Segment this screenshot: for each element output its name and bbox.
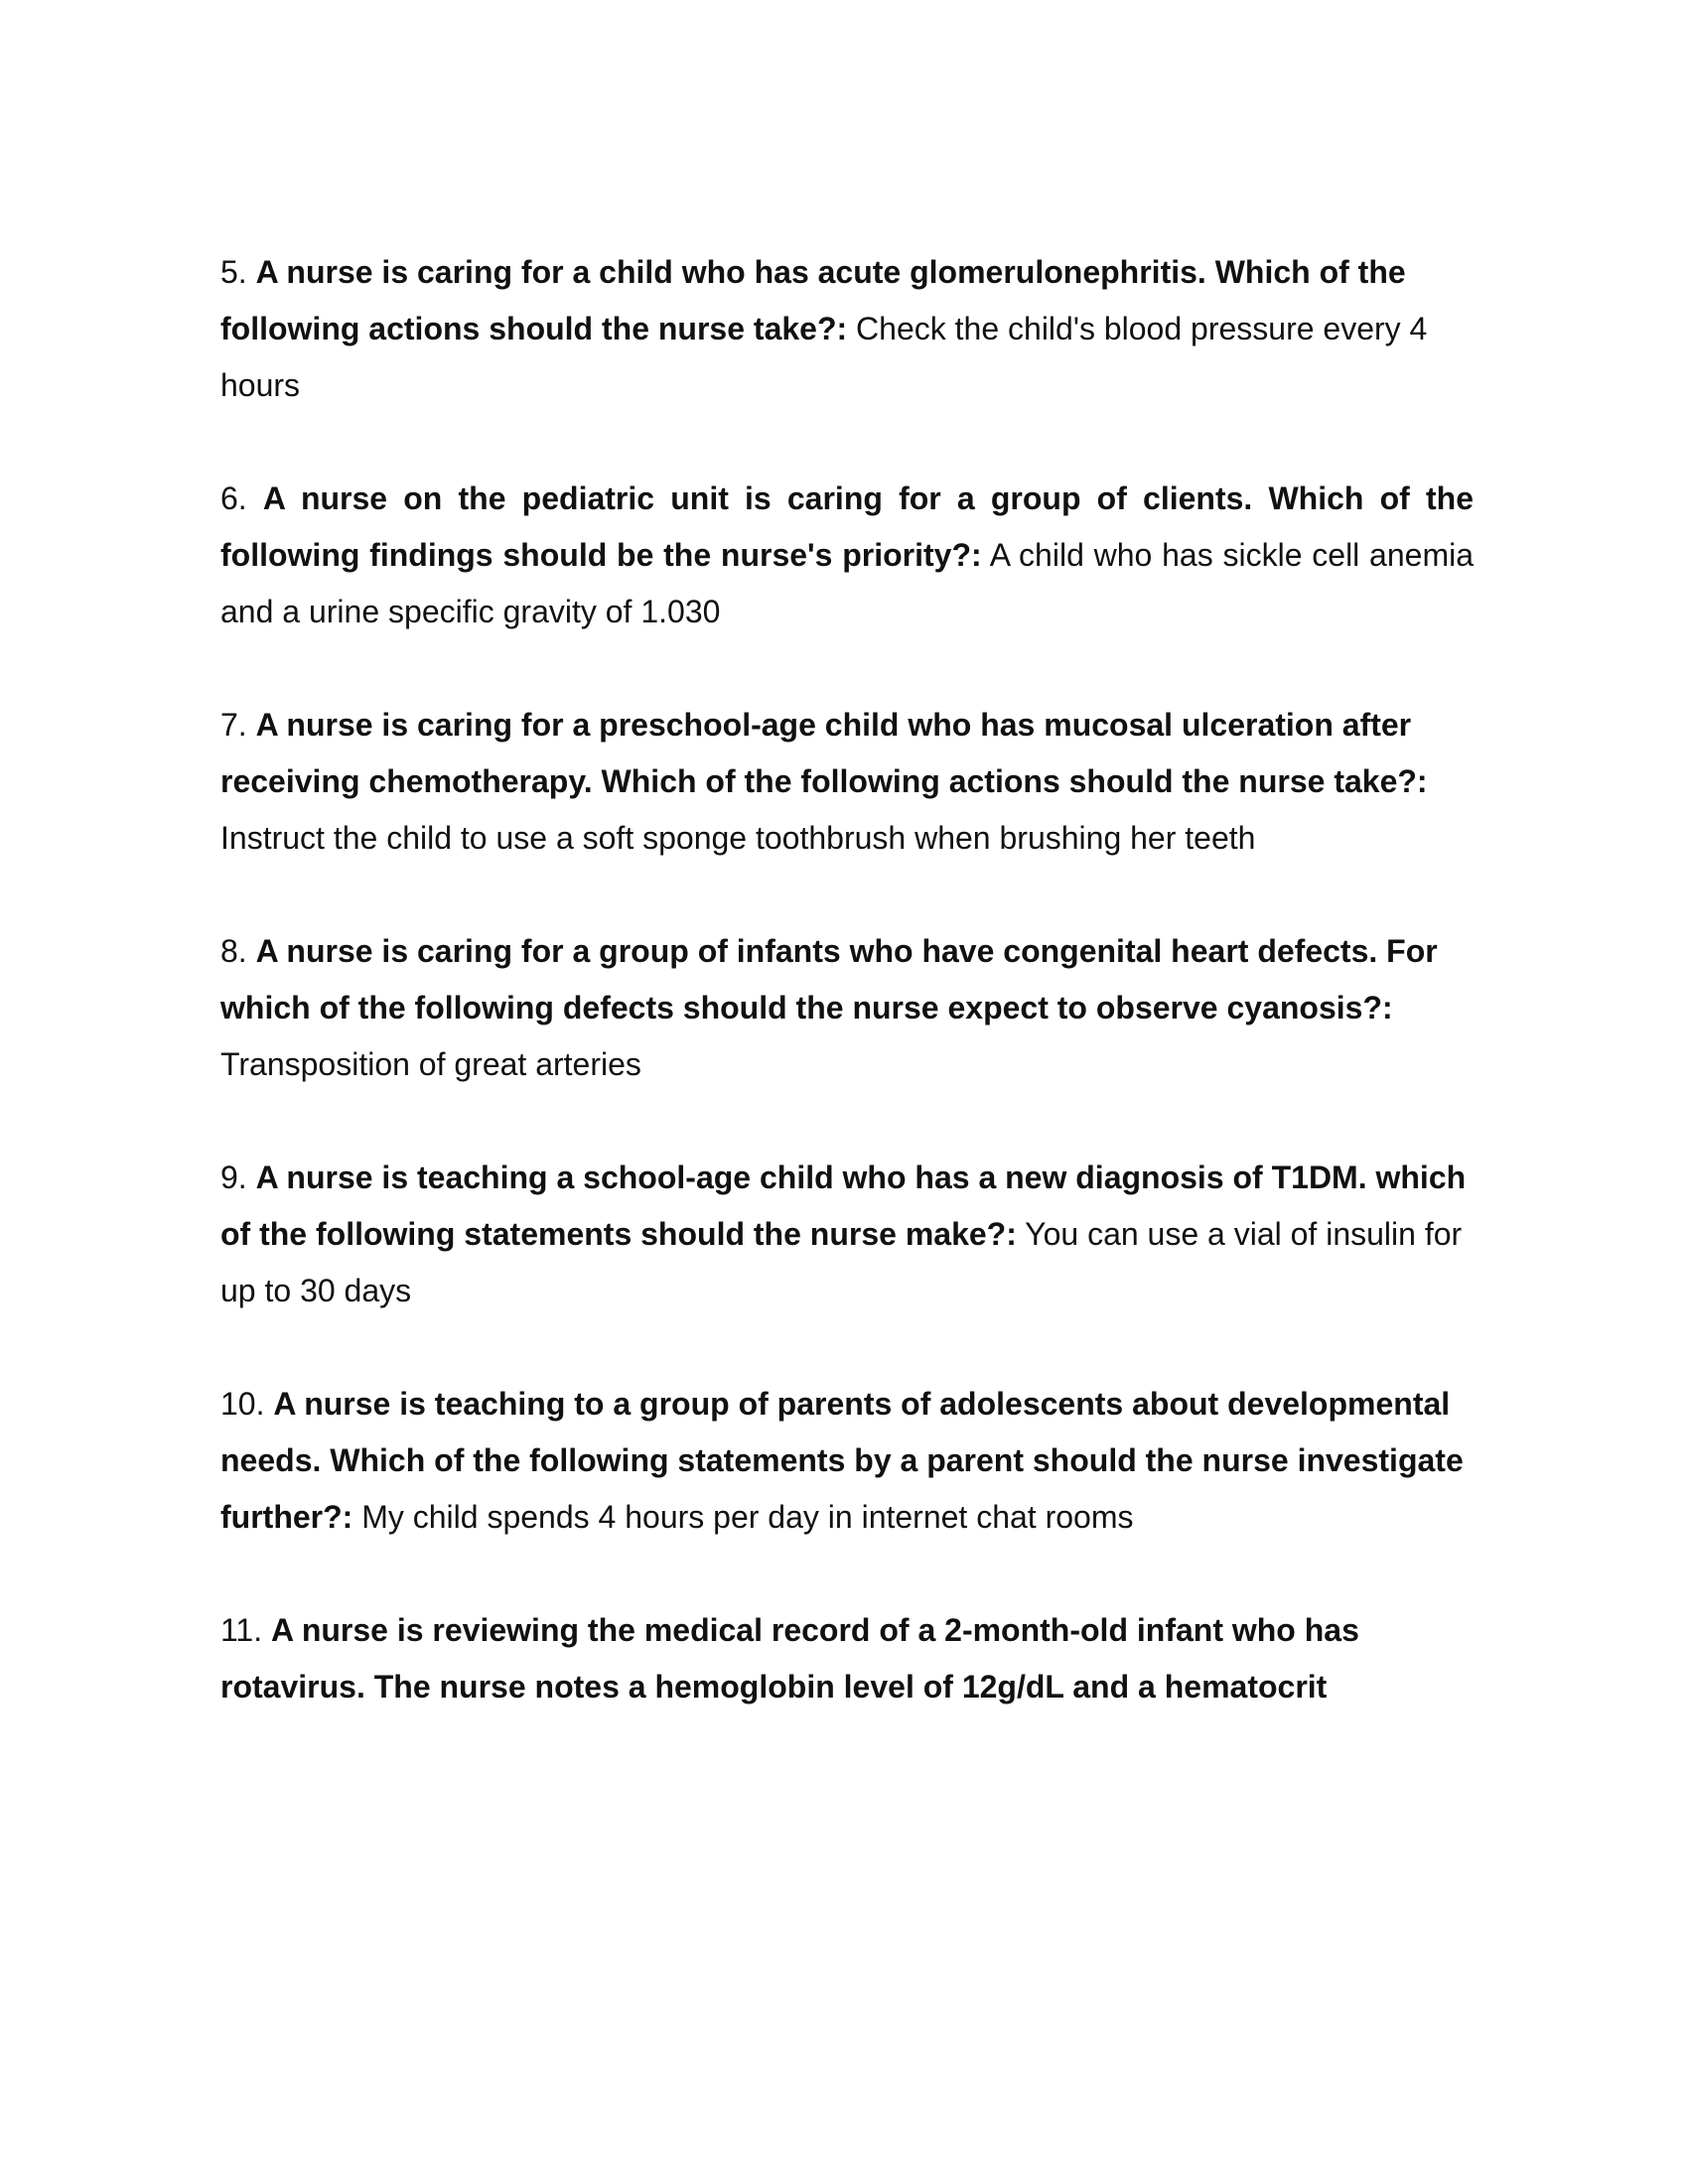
question-text: A nurse is caring for a child who has acute glomerulonephritis. Which of the following actions should the nurse take?: bbox=[220, 254, 1406, 346]
question-number: 6. bbox=[220, 480, 263, 516]
question-number: 8. bbox=[220, 933, 256, 969]
answer-text: Check the child's blood pressure every 4 hours bbox=[220, 311, 1428, 403]
answer-text: My child spends 4 hours per day in internet chat rooms bbox=[352, 1499, 1134, 1535]
question-number: 10. bbox=[220, 1386, 274, 1422]
question-item-6 bbox=[220, 471, 1474, 640]
question-number: 5. bbox=[220, 254, 256, 290]
answer-text: Instruct the child to use a soft sponge toothbrush when brushing her teeth bbox=[220, 820, 1256, 856]
question-text: A nurse is teaching a school-age child who has a new diagnosis of T1DM. which of the following statements should the nurse make?: bbox=[220, 1160, 1467, 1252]
question-text: A nurse is reviewing the medical record of a 2-month-old infant who has rotavirus. The nurse notes a hemoglobin level of 12g/dL and a hematocrit bbox=[220, 1612, 1359, 1705]
question-number: 9. bbox=[220, 1160, 256, 1195]
question-text: A nurse is caring for a preschool-age child who has mucosal ulceration after receiving chemotherapy. Which of the following actions should the nurse take?: bbox=[220, 707, 1428, 799]
question-item-10 bbox=[220, 1376, 1474, 1546]
answer-text: Transposition of great arteries bbox=[220, 1046, 641, 1082]
question-item-8 bbox=[220, 923, 1474, 1093]
question-item-11 bbox=[220, 1602, 1474, 1715]
question-item-5 bbox=[220, 244, 1474, 414]
answer-text: A child who has sickle cell anemia and a urine specific gravity of 1.030 bbox=[220, 537, 1475, 629]
question-number: 7. bbox=[220, 707, 256, 743]
question-text: A nurse is teaching to a group of parents of adolescents about developmental needs. Which of the following statements by a parent should the nurse investigate further?: bbox=[220, 1386, 1464, 1535]
question-text: A nurse is caring for a group of infants who have congenital heart defects. For which of the following defects should the nurse expect to observe cyanosis?: bbox=[220, 933, 1438, 1025]
question-item-9 bbox=[220, 1150, 1474, 1319]
document-page bbox=[220, 244, 1474, 1772]
question-text: A nurse on the pediatric unit is caring for a group of clients. Which of the following findings should be the nurse's priority?: bbox=[220, 480, 1475, 573]
answer-text: You can use a vial of insulin for up to 30 days bbox=[220, 1216, 1463, 1308]
question-number: 11. bbox=[220, 1612, 271, 1648]
question-item-7 bbox=[220, 697, 1474, 867]
